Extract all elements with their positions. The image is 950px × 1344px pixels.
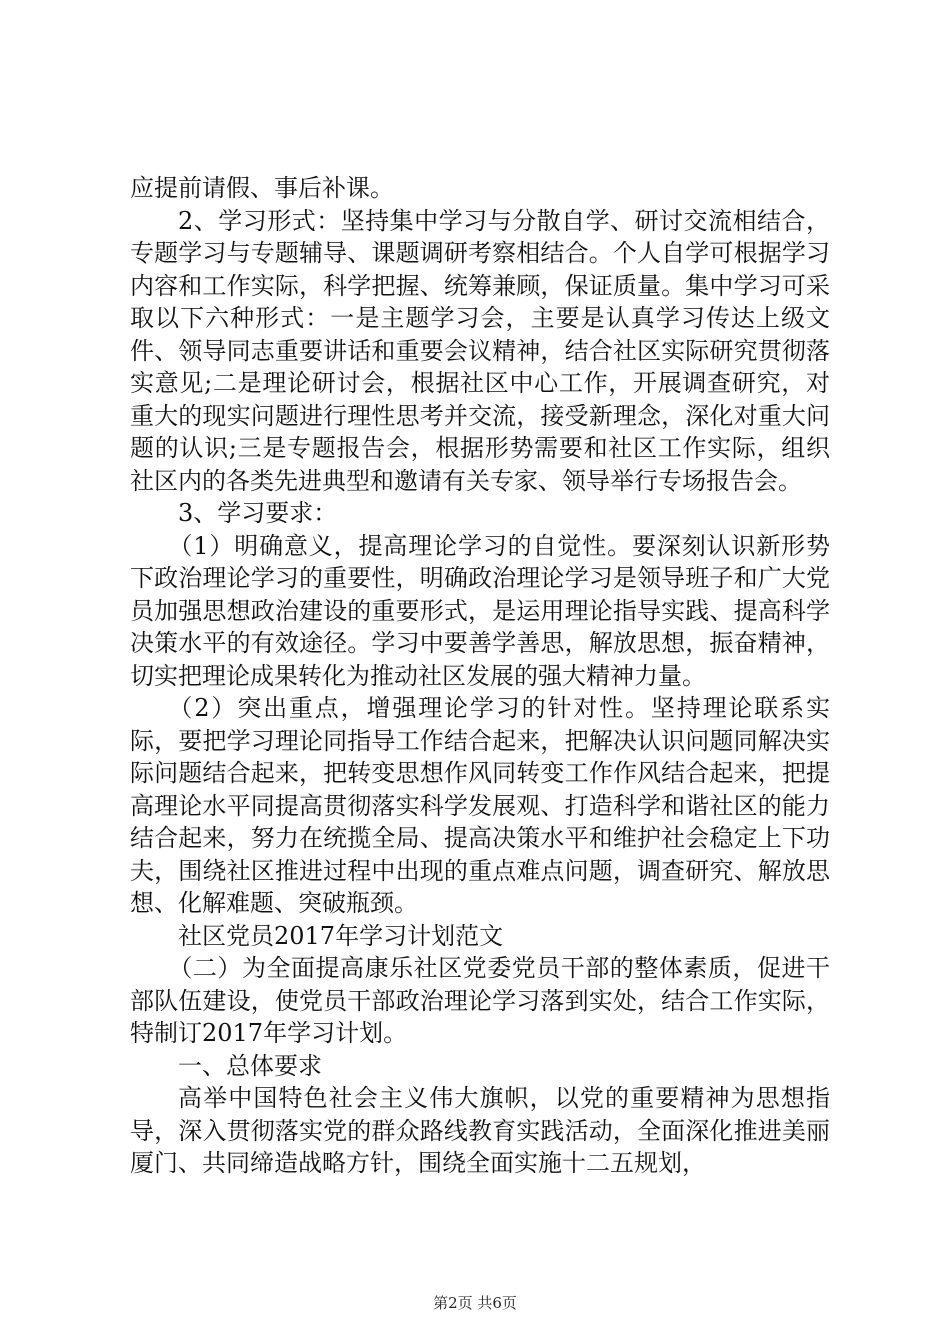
section-title: 社区党员2017年学习计划范文	[178, 921, 504, 950]
document-body	[130, 172, 830, 1180]
paragraph-learning-format: 2、学习形式：坚持集中学习与分散自学、研讨交流相结合，专题学习与专题辅导、课题调研考察相结合。个人自学可根据学习内容和工作实际，科学把握、统筹兼顾，保证质量。集中学习可采取以下六种形式：一是主题学习会，主要是认真学习传达上级文件、领导同志重要讲话和重要会议精神，结合社区实际研究贯彻落实意见;二是理论研讨会，根据社区中心工作，开展调查研究，对重大的现实问题进行理性思考并交流，接受新理念，深化对重大问题的认识;三是专题报告会，根据形势需要和社区工作实际，组织社区内的各类先进典型和邀请有关专家、领导举行专场报告会。	[130, 206, 830, 495]
paragraph-requirement-2: （2）突出重点，增强理论学习的针对性。坚持理论联系实际，要把学习理论同指导工作结合起来，把解决认识问题同解决实际问题结合起来，把转变思想作风同转变工作作风结合起来，把提高理论水平同提高贯彻落实科学发展观、打造科学和谐社区的能力结合起来，努力在统揽全局、提高决策水平和维护社会稳定上下功夫，围绕社区推进过程中出现的重点难点问题，调查研究、解放思想、化解难题、突破瓶颈。	[130, 694, 830, 917]
paragraph-requirement-1: （1）明确意义，提高理论学习的自觉性。要深刻认识新形势下政治理论学习的重要性，明确政治理论学习是领导班子和广大党员加强思想政治建设的重要形式，是运用理论指导实践、提高科学决策水平的有效途径。学习中要善学善思，解放思想，振奋精神，切实把理论成果转化为推动社区发展的强大精神力量。	[130, 531, 830, 690]
paragraph-intro: （二）为全面提高康乐社区党委党员干部的整体素质，促进干部队伍建设，使党员干部政治理论学习落到实处，结合工作实际，特制订2017年学习计划。	[130, 954, 830, 1047]
paragraph-continuation: 应提前请假、事后补课。	[130, 174, 394, 202]
paragraph-general-requirements: 高举中国特色社会主义伟大旗帜，以党的重要精神为思想指导，深入贯彻落实党的群众路线教育实践活动，全面深化推进美丽厦门、共同缔造战略方针，围绕全面实施十二五规划，	[130, 1084, 830, 1177]
page-number-footer: 第2页 共6页	[433, 1294, 517, 1312]
heading-general-requirements: 一、总体要求	[178, 1051, 322, 1080]
paragraph-learning-requirements-heading: 3、学习要求：	[178, 499, 338, 527]
